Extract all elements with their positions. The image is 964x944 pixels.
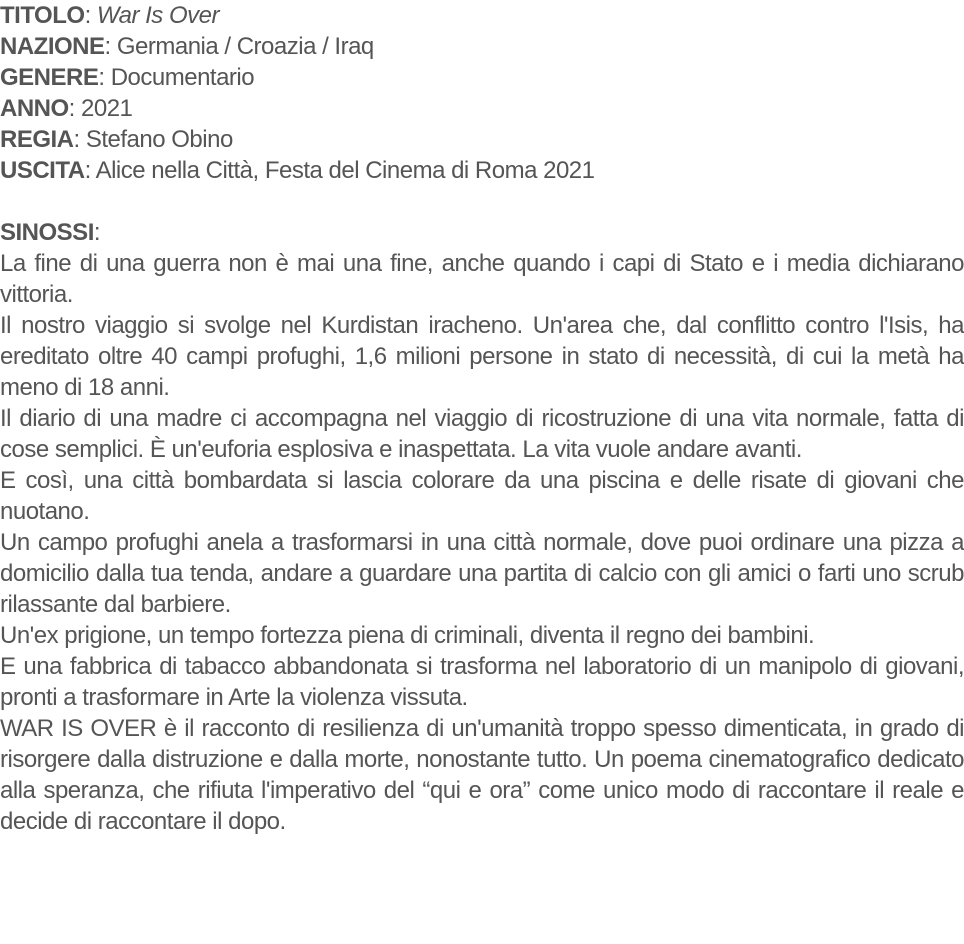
meta-genre-line	[0, 62, 964, 93]
meta-key: ANNO	[0, 95, 69, 122]
synopsis-heading: SINOSSI	[0, 219, 94, 246]
synopsis-heading-line	[0, 217, 964, 248]
meta-separator: :	[84, 2, 97, 29]
meta-separator: :	[98, 64, 111, 91]
meta-separator: :	[84, 157, 96, 184]
synopsis-paragraph: WAR IS OVER è il racconto di resilienza di un'umanità troppo spesso dimenticata, in grado di risorgere dalla distruzione e dalla morte, nonostante tutto. Un poema cinematografico dedicato alla speranza, che rifiuta l'imperativo del “qui e ora” come unico modo di raccontare il reale e decide di raccontare il dopo.	[0, 715, 964, 835]
synopsis-paragraph: E una fabbrica di tabacco abbandonata si trasforma nel laboratorio di un manipolo di giovani, pronti a trasformare in Arte la violenza vissuta.	[0, 653, 964, 711]
meta-separator: :	[73, 126, 86, 153]
synopsis-paragraph: Un campo profughi anela a trasformarsi in una città normale, dove puoi ordinare una pizza a domicilio dalla tua tenda, andare a guardare una partita di calcio con gli amici o farti uno scrub rilassante dal barbiere.	[0, 529, 964, 618]
meta-key: GENERE	[0, 64, 99, 91]
meta-country-line	[0, 31, 964, 62]
meta-country-value: Germania / Croazia / Iraq	[116, 33, 374, 60]
meta-key: USCITA	[0, 157, 85, 184]
meta-key: NAZIONE	[0, 33, 105, 60]
meta-release-value: Alice nella Città, Festa del Cinema di Roma 2021	[95, 157, 595, 184]
meta-year-line	[0, 93, 964, 124]
meta-title-value: War Is Over	[96, 2, 219, 29]
synopsis-paragraph: La fine di una guerra non è mai una fine, anche quando i capi di Stato e i media dichiarano vittoria.	[0, 250, 964, 308]
meta-release-line	[0, 155, 964, 186]
section-spacer	[0, 186, 964, 217]
synopsis-heading-separator: :	[93, 219, 101, 246]
meta-year-value: 2021	[81, 95, 133, 122]
meta-separator: :	[104, 33, 117, 60]
synopsis-paragraph: Un'ex prigione, un tempo fortezza piena di criminali, diventa il regno dei bambini.	[0, 622, 815, 649]
meta-key: REGIA	[0, 126, 74, 153]
meta-director-line	[0, 124, 964, 155]
meta-separator: :	[68, 95, 82, 122]
meta-genre-value: Documentario	[110, 64, 255, 91]
synopsis-paragraph: E così, una città bombardata si lascia colorare da una piscina e delle risate di giovani che nuotano.	[0, 467, 964, 525]
meta-director-value: Stefano Obino	[85, 126, 233, 153]
synopsis-paragraph: Il nostro viaggio si svolge nel Kurdistan iracheno. Un'area che, dal conflitto contro l'Isis, ha ereditato oltre 40 campi profughi, 1,6 milioni persone in stato di necessità, di cui la metà ha meno di 18 anni.	[0, 312, 964, 401]
synopsis-paragraph: Il diario di una madre ci accompagna nel viaggio di ricostruzione di una vita normale, fatta di cose semplici. È un'euforia esplosiva e inaspettata. La vita vuole andare avanti.	[0, 405, 964, 463]
meta-key: TITOLO	[0, 2, 85, 29]
meta-title-line	[0, 0, 964, 31]
